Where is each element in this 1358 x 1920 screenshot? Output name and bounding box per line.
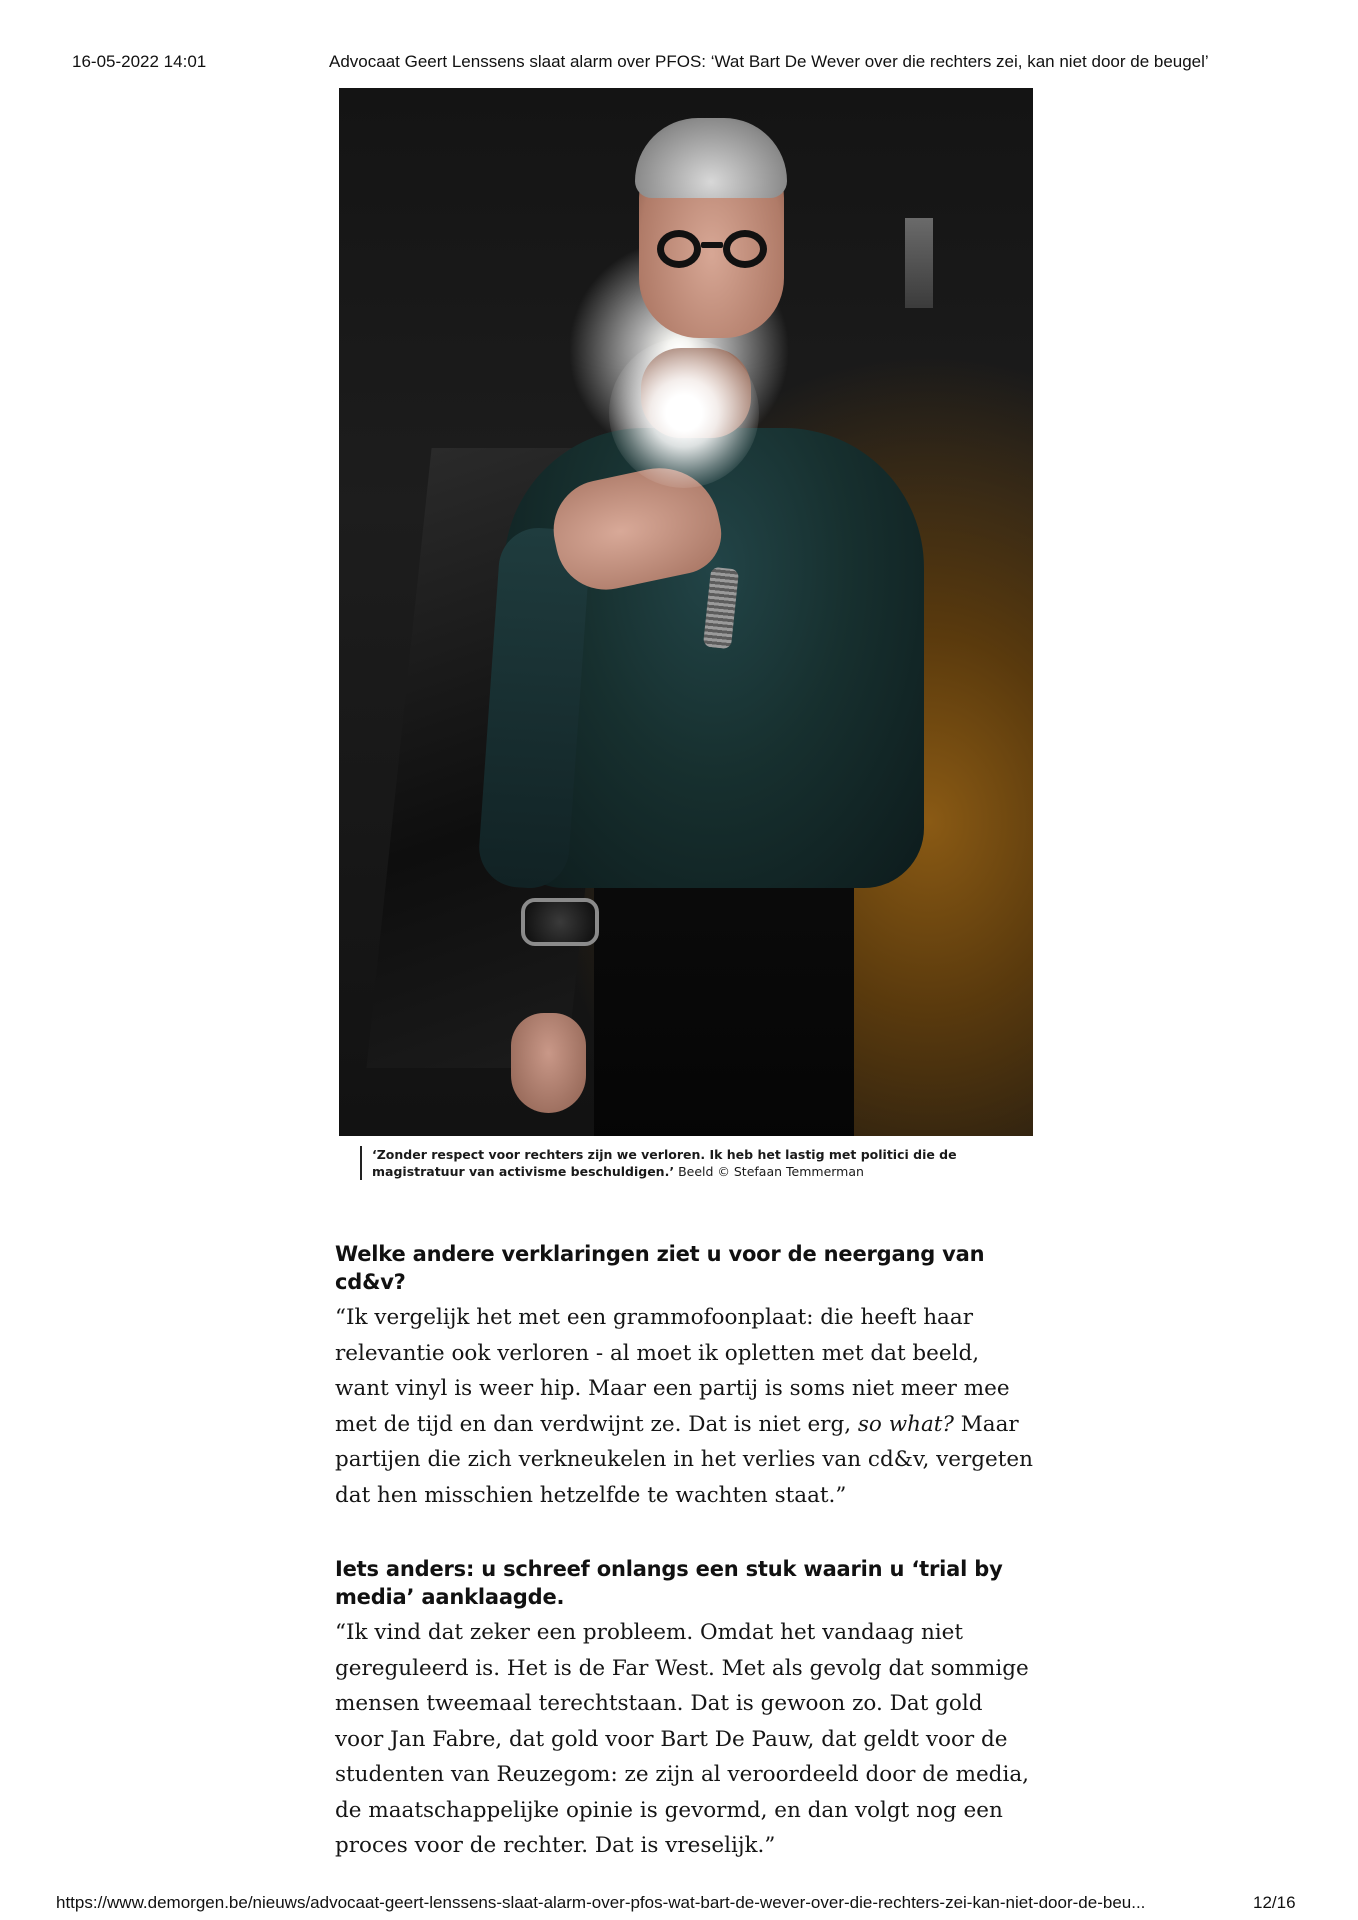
answer-2: “Ik vind dat zeker een probleem. Omdat het vandaag niet gereguleerd is. Het is de Far West. Met als gevolg dat sommige mensen tweemaal terechtstaan. Dat is gewoon zo. Dat gold voor Jan Fabre, dat gold voor Bart De Pauw, dat geldt voor de studenten van Reuzegom: ze zijn al veroordeeld door de media, de maatschappelijke opinie is gevormd, en dan volgt nog een proces voor de rechter. Dat is vreselijk.” xyxy=(335,1620,1029,1858)
photo-light-flare xyxy=(609,338,759,488)
photo-person-hand-left xyxy=(511,1013,586,1113)
question-1: Welke andere verklaringen ziet u voor de neergang van cd&v? xyxy=(335,1242,985,1294)
answer-1: “Ik vergelijk het met een grammofoonplaat: die heeft haar relevantie ook verloren - al moet ik opletten met dat beeld, want vinyl is weer hip. Maar een partij is soms niet meer mee met de tijd en dan verdwijnt ze. Dat is niet erg, so what? Maar partijen die zich verkneukelen in het verlies van cd&v, vergeten dat hen misschien hetzelfde te wachten staat.” xyxy=(335,1305,1033,1508)
photo-caption xyxy=(360,1146,1052,1180)
photo-glasses xyxy=(657,230,767,270)
photo-background-window xyxy=(905,218,933,308)
print-date: 16-05-2022 14:01 xyxy=(72,52,207,71)
answer-1-emphasis: so what? xyxy=(857,1411,954,1437)
print-url: https://www.demorgen.be/nieuws/advocaat-geert-lenssens-slaat-alarm-over-pfos-wat-bart-de-wever-over-die-rechters-zei-kan-niet-door-de-beu... xyxy=(56,1893,1146,1912)
article-photo xyxy=(339,88,1033,1136)
photo-credit: Beeld © Stefaan Temmerman xyxy=(678,1164,864,1179)
question-2: Iets anders: u schreef onlangs een stuk waarin u ‘trial by media’ aanklaagde. xyxy=(335,1557,1003,1609)
print-title: Advocaat Geert Lenssens slaat alarm over PFOS: ‘Wat Bart De Wever over die rechters zei, kan niet door de beugel’ xyxy=(329,52,1209,71)
qa-block-1 xyxy=(335,1240,1035,1513)
photo-wristwatch xyxy=(521,898,599,946)
photo-person-hair xyxy=(635,118,787,198)
print-page-number: 12/16 xyxy=(1253,1893,1296,1912)
photo-caption-quote: ‘Zonder respect voor rechters zijn we verloren. Ik heb het lastig met politici die de magistratuur van activisme beschuldigen.’ xyxy=(372,1147,957,1179)
qa-block-2 xyxy=(335,1555,1035,1864)
